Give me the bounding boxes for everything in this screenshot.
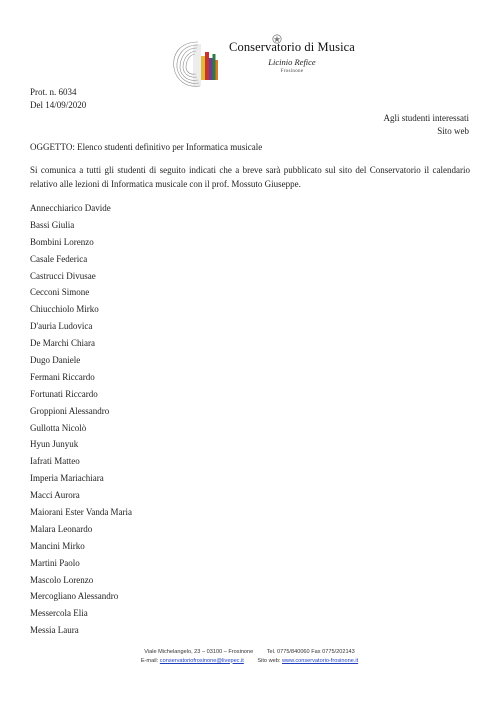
list-item: D'auria Ludovica [30,321,93,332]
recipients-block [384,112,470,137]
list-item: Martini Paolo [30,557,80,568]
protocol-block [30,86,86,111]
footer-tel: Tel. 0775/840060 [266,649,310,655]
list-item: Castrucci Divusae [30,270,96,281]
institution-name: Conservatorio di Musica [229,40,355,54]
list-item: Fermani Riccardo [30,371,95,382]
list-item: Dugo Daniele [30,355,81,366]
list-item: Macci Aurora [30,490,80,501]
list-item: Casale Federica [30,253,88,264]
institution-subtitle: Licinio Refice [268,57,316,67]
logo-text [226,40,358,74]
footer-address: Viale Michelangelo, 23 – 03100 – Frosinone [144,649,254,655]
list-item: Mercogliano Alessandro [30,591,119,602]
list-item: Messercola Elia [30,608,88,619]
list-item: Hyun Junyuk [30,439,79,450]
list-item: Iafrati Matteo [30,456,80,467]
list-item: Cecconi Simone [30,287,90,298]
header-logo [168,34,358,94]
conservatorio-logo-icon [168,38,224,90]
footer-site-label: Sito web: [257,657,281,664]
list-item: Groppioni Alessandro [30,405,110,416]
recipient-line: Sito web [437,125,469,136]
list-item: Mascolo Lorenzo [30,574,94,585]
list-item: De Marchi Chiara [30,338,95,349]
body-paragraph: Si comunica a tutti gli studenti di seguito indicati che a breve sarà pubblicato sul sito del Conservatorio il calendario relativo alle lezioni di Informatica musicale con il prof. Mossuto Giuseppe. [30,165,470,189]
list-item: Bombini Lorenzo [30,236,94,247]
list-item: Bassi Giulia [30,219,75,230]
student-list [30,202,132,641]
list-item: Fortunati Riccardo [30,388,98,399]
footer-email-label: E-mail: [140,657,159,664]
list-item: Gullotta Nicolò [30,422,87,433]
footer-fax: Fax 0775/202143 [311,649,355,655]
footer-email-link[interactable]: conservatoriofrosinone@livepec.it [159,657,244,664]
list-item: Malara Leonardo [30,523,93,534]
institution-city: Frosinone [280,69,304,74]
list-item: Annecchiarico Davide [30,203,111,213]
protocol-number: Prot. n. 6034 [30,87,77,97]
footer-address-line [0,648,499,657]
footer-site-link[interactable]: www.conservatorio-frosinone.it [281,657,359,664]
list-item: Mancini Mirko [30,540,85,551]
recipient-line: Agli studenti interessati [383,113,469,123]
footer [0,648,499,665]
footer-contact-line [0,657,499,666]
subject-line: OGGETTO: Elenco studenti definitivo per Informatica musicale [30,142,263,152]
list-item: Imperia Mariachiara [30,473,104,484]
list-item: Maiorani Ester Vanda Maria [30,507,133,518]
list-item: Chiucchiolo Mirko [30,304,99,315]
list-item: Messia Laura [30,625,79,636]
protocol-date: Del 14/09/2020 [30,99,87,110]
